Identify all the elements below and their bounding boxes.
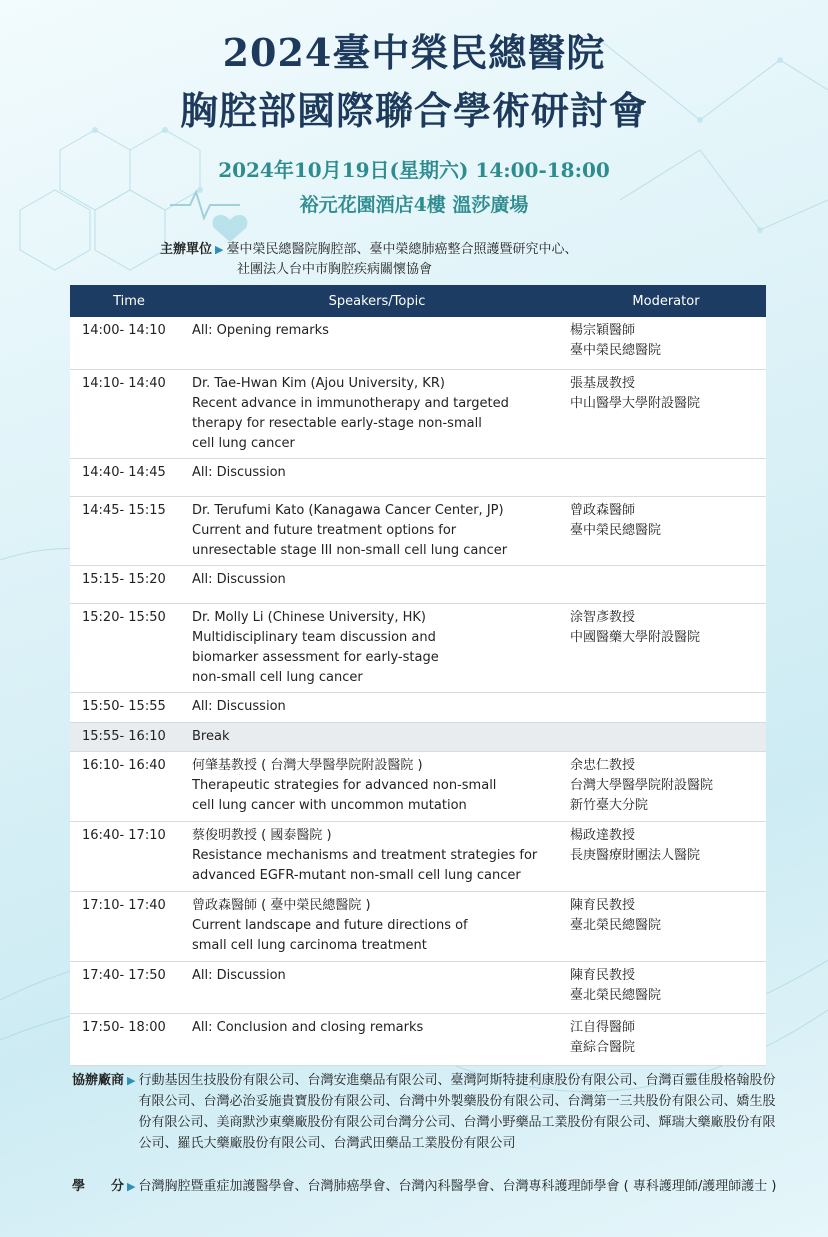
topic-line: Current and future treatment options for [192, 522, 457, 538]
schedule-row [70, 722, 766, 751]
row-moderator [566, 961, 766, 1013]
moderator-affiliation: 臺中榮民總醫院 [570, 522, 662, 538]
schedule-row [70, 458, 766, 496]
row-topic [188, 821, 566, 891]
time-column-header: Time [70, 285, 188, 317]
row-time: 14:40- 14:45 [70, 458, 188, 496]
row-moderator [566, 496, 766, 565]
schedule-row [70, 751, 766, 821]
schedule-row [70, 961, 766, 1013]
row-topic [188, 317, 566, 369]
event-date: 2024年10月19日(星期六) 14:00-18:00 [218, 158, 610, 182]
moderator-column-header: Moderator [566, 285, 766, 317]
row-moderator [566, 722, 766, 751]
moderator-affiliation: 中山醫學大學附設醫院 [570, 395, 701, 411]
schedule-row [70, 821, 766, 891]
moderator-affiliation: 台灣大學醫學院附設醫院 [570, 777, 714, 793]
arrow-icon: ▶ [127, 1180, 136, 1193]
arrow-icon: ▶ [127, 1074, 136, 1087]
row-topic [188, 891, 566, 961]
schedule-row [70, 692, 766, 722]
row-topic [188, 751, 566, 821]
topic-line: advanced EGFR-mutant non-small cell lung cancer [192, 867, 521, 883]
schedule-row [70, 317, 766, 369]
row-moderator [566, 751, 766, 821]
row-topic [188, 603, 566, 692]
schedule-row [70, 603, 766, 692]
row-time: 14:45- 15:15 [70, 496, 188, 565]
row-moderator [566, 458, 766, 496]
topic-line: Current landscape and future directions of [192, 917, 468, 933]
topic-speaker: 曾政森醫師 ( 臺中榮民總醫院 ) [192, 897, 371, 913]
row-time: 16:40- 17:10 [70, 821, 188, 891]
organizer-label: 主辦單位 [160, 242, 213, 257]
row-time: 17:40- 17:50 [70, 961, 188, 1013]
row-topic [188, 961, 566, 1013]
row-moderator [566, 821, 766, 891]
schedule-header-row [70, 285, 766, 317]
credits-block [72, 1176, 784, 1197]
topic-speaker: Dr. Terufumi Kato (Kanagawa Cancer Center, JP) [192, 502, 504, 518]
moderator-name: 曾政森醫師 [570, 502, 636, 518]
topic-speaker: All: Discussion [192, 571, 286, 587]
row-time: 17:10- 17:40 [70, 891, 188, 961]
topic-line: small cell lung carcinoma treatment [192, 937, 427, 953]
topic-speaker: All: Conclusion and closing remarks [192, 1019, 424, 1035]
row-moderator [566, 891, 766, 961]
moderator-affiliation: 長庚醫療財團法人醫院 [570, 847, 701, 863]
row-topic [188, 722, 566, 751]
moderator-name: 涂智彥教授 [570, 609, 636, 625]
schedule-row [70, 891, 766, 961]
organizer-line1: 臺中榮民總醫院胸腔部、臺中榮總肺癌整合照護暨研究中心、 [226, 242, 578, 257]
topic-speaker: 蔡俊明教授 ( 國泰醫院 ) [192, 827, 332, 843]
schedule-table [70, 285, 766, 1066]
sponsors-list: 行動基因生技股份有限公司、台灣安進藥品有限公司、臺灣阿斯特捷利康股份有限公司、台灣百靈佳殷格翰股份有限公司、台灣必治妥施貴寶股份有限公司、台灣中外製藥股份有限公司、台灣第一三共股份有限公司、嬌生股份有限公司、美商默沙東藥廠股份有限公司台灣分公司、台灣小野藥品工業股份有限公司、輝瑞大藥廠股份有限公司、羅氏大藥廠股份有限公司、台灣武田藥品工業股份有限公司 [138, 1073, 776, 1151]
moderator-name: 張基晟教授 [570, 375, 636, 391]
row-topic [188, 369, 566, 458]
row-topic [188, 692, 566, 722]
moderator-name: 楊宗穎醫師 [570, 323, 636, 338]
topic-line: Therapeutic strategies for advanced non-small [192, 777, 497, 793]
row-time: 16:10- 16:40 [70, 751, 188, 821]
topic-line: cell lung cancer [192, 435, 295, 451]
row-moderator [566, 565, 766, 603]
topic-line: cell lung cancer with uncommon mutation [192, 797, 467, 813]
topic-speaker: All: Discussion [192, 698, 286, 714]
row-time: 15:50- 15:55 [70, 692, 188, 722]
moderator-affiliation: 臺北榮民總醫院 [570, 917, 662, 933]
topic-column-header: Speakers/Topic [188, 285, 566, 317]
moderator-affiliation: 中國醫藥大學附設醫院 [570, 629, 701, 645]
row-moderator [566, 317, 766, 369]
moderator-affiliation: 童綜合醫院 [570, 1039, 636, 1055]
event-title-line2: 胸腔部國際聯合學術研討會 [179, 88, 648, 133]
topic-line: biomarker assessment for early-stage [192, 649, 439, 665]
schedule-row [70, 1013, 766, 1065]
topic-speaker: 何肇基教授 ( 台灣大學醫學院附設醫院 ) [192, 757, 423, 773]
event-title-line1: 2024臺中榮民總醫院 [222, 30, 606, 75]
sponsors-label: 協辦廠商 [72, 1073, 125, 1088]
topic-speaker: All: Discussion [192, 464, 286, 480]
organizer-block [160, 240, 578, 280]
row-time: 15:15- 15:20 [70, 565, 188, 603]
topic-speaker: Break [192, 728, 230, 744]
topic-line: therapy for resectable early-stage non-small [192, 415, 482, 431]
moderator-name: 陳育民教授 [570, 897, 636, 913]
row-time: 17:50- 18:00 [70, 1013, 188, 1065]
arrow-icon: ▶ [215, 243, 224, 256]
topic-line: Recent advance in immunotherapy and targeted [192, 395, 509, 411]
topic-speaker: Dr. Molly Li (Chinese University, HK) [192, 609, 426, 625]
moderator-affiliation: 新竹臺大分院 [570, 797, 649, 813]
moderator-name: 陳育民教授 [570, 967, 636, 983]
row-topic [188, 565, 566, 603]
topic-line: Resistance mechanisms and treatment strategies for [192, 847, 538, 863]
row-topic [188, 1013, 566, 1065]
row-moderator [566, 603, 766, 692]
topic-speaker: All: Discussion [192, 967, 286, 983]
topic-line: unresectable stage III non-small cell lung cancer [192, 542, 508, 558]
row-topic [188, 496, 566, 565]
row-time: 14:00- 14:10 [70, 317, 188, 369]
topic-line: Multidisciplinary team discussion and [192, 629, 436, 645]
moderator-name: 楊政達教授 [570, 827, 636, 843]
row-time: 14:10- 14:40 [70, 369, 188, 458]
credits-label: 學 分 [72, 1179, 125, 1194]
moderator-name: 江自得醫師 [570, 1019, 636, 1035]
topic-speaker: Dr. Tae-Hwan Kim (Ajou University, KR) [192, 375, 445, 391]
row-moderator [566, 369, 766, 458]
row-time: 15:20- 15:50 [70, 603, 188, 692]
topic-line: non-small cell lung cancer [192, 669, 363, 685]
moderator-name: 余忠仁教授 [570, 757, 636, 773]
schedule-row [70, 565, 766, 603]
row-moderator [566, 1013, 766, 1065]
sponsors-block [72, 1070, 784, 1154]
row-moderator [566, 692, 766, 722]
credits-text: 台灣胸腔暨重症加護醫學會、台灣肺癌學會、台灣內科醫學會、台灣專科護理師學會 ( 專科護理師/護理師護士 ) [138, 1179, 777, 1194]
organizer-line2: 社團法人台中市胸腔疾病關懷協會 [237, 262, 433, 277]
topic-speaker: All: Opening remarks [192, 323, 329, 338]
schedule-row [70, 369, 766, 458]
moderator-affiliation: 臺北榮民總醫院 [570, 987, 662, 1003]
moderator-affiliation: 臺中榮民總醫院 [570, 343, 662, 358]
event-venue: 裕元花園酒店4樓 溫莎廣場 [299, 194, 529, 216]
schedule-row [70, 496, 766, 565]
row-time: 15:55- 16:10 [70, 722, 188, 751]
row-topic [188, 458, 566, 496]
